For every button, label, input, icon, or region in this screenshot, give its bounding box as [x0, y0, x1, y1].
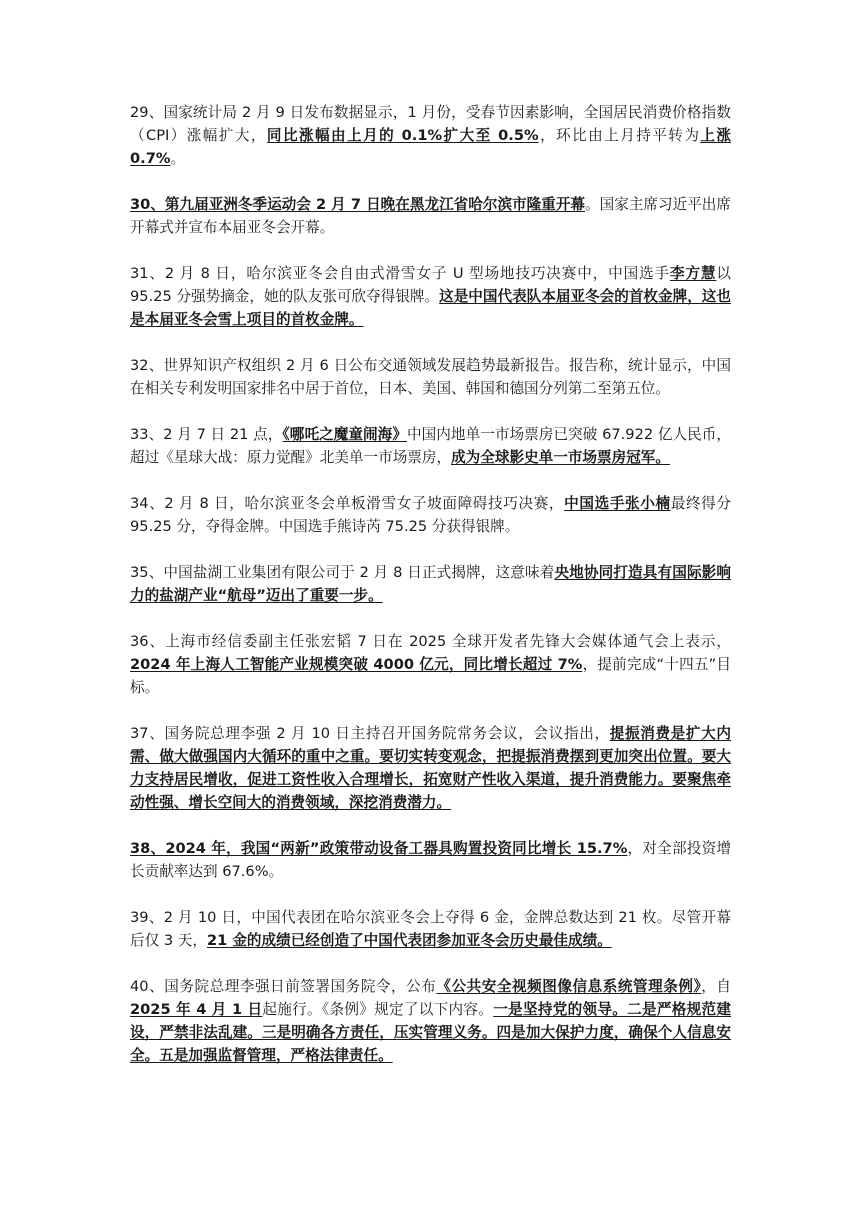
item-text: ，对全部投资增长贡献率达到 67.6%。: [130, 840, 731, 880]
highlighted-text: 30、第九届亚洲冬季运动会 2 月 7 日晚在黑龙江省哈尔滨市隆重开幕: [130, 196, 586, 213]
item-text: 最终得分 95.25 分，夺得金牌。中国选手熊诗芮 75.25 分获得银牌。: [130, 495, 731, 535]
news-item: [130, 561, 731, 607]
highlighted-text: 成为全球影史单一市场票房冠军。: [451, 449, 670, 466]
highlighted-text: 央地协同打造具有国际影响力的盐湖产业“航母”迈出了重要一步。: [130, 564, 731, 604]
item-text: 34、2 月 8 日，哈尔滨亚冬会单板滑雪女子坡面障碍技巧决赛，: [130, 495, 565, 512]
news-item: [130, 837, 731, 883]
item-text: 32、世界知识产权组织 2 月 6 日公布交通领域发展趋势最新报告。报告称，统计显示，中国在相关专利发明国家排名中居于首位，日本、美国、韩国和德国分列第二至第五位。: [130, 357, 731, 397]
news-item: [130, 975, 731, 1067]
item-text: 。国家主席习近平出席开幕式并宣布本届亚冬会开幕。: [130, 196, 731, 236]
highlighted-text: 《公共安全视频图像信息系统管理条例》: [436, 978, 702, 995]
news-item: [130, 193, 731, 239]
news-item: [130, 906, 731, 952]
highlighted-text: 38、2024 年，我国“两新”政策带动设备工器具购置投资同比增长 15.7%: [130, 840, 628, 857]
highlighted-text: 一是坚持党的领导。二是严格规范建设，严禁非法乱建。三是明确各方责任，压实管理义务。四是加大保护力度，确保个人信息安全。五是加强监督管理，严格法律责任。: [130, 1001, 731, 1064]
highlighted-text: 2025 年 4 月 1 日: [130, 1001, 263, 1018]
item-text: 起施行。《条例》规定了以下内容。: [262, 1001, 494, 1018]
item-text: ，环比由上月持平转为: [538, 127, 701, 144]
news-item: [130, 262, 731, 331]
highlighted-text: 21 金的成绩已经创造了中国代表团参加亚冬会历史最佳成绩。: [206, 932, 612, 949]
item-text: 29、国家统计局 2 月 9 日发布数据显示，1 月份，受春节因素影响，全国居民消费价格指数（CPI）涨幅扩大，: [130, 104, 731, 144]
highlighted-text: 李方慧: [670, 265, 717, 282]
news-item: [130, 354, 731, 400]
item-text: ，提前完成“十四五”目标。: [130, 656, 731, 696]
highlighted-text: 同比涨幅由上月的 0.1%扩大至 0.5%: [266, 127, 539, 144]
news-item: [130, 423, 731, 469]
item-text: 35、中国盐湖工业集团有限公司于 2 月 8 日正式揭牌，这意味着: [130, 564, 555, 581]
item-text: 。: [170, 150, 186, 167]
item-text: 36、上海市经信委副主任张宏韬 7 日在 2025 全球开发者先锋大会媒体通气会上表示，: [130, 633, 731, 650]
item-text: 40、国务院总理李强日前签署国务院令，公布: [130, 978, 437, 995]
item-text: ，自: [701, 978, 731, 995]
highlighted-text: 中国选手张小楠: [564, 495, 671, 512]
item-text: 以 95.25 分强势摘金，她的队友张可欣夺得银牌。: [130, 265, 731, 305]
item-text: 39、2 月 10 日，中国代表团在哈尔滨亚冬会上夺得 6 金，金牌总数达到 21 枚。尽管开幕后仅 3 天，: [130, 909, 731, 949]
highlighted-text: 提振消费是扩大内需、做大做强国内大循环的重中之重。要切实转变观念，把提振消费摆到更加突出位置。要大力支持居民增收，促进工资性收入合理增长，拓宽财产性收入渠道，提升消费能力。要聚焦牵动性强、增长空间大的消费领域，深挖消费潜力。: [130, 725, 731, 811]
news-item: [130, 722, 731, 814]
item-text: 37、国务院总理李强 2 月 10 日主持召开国务院常务会议，会议指出，: [130, 725, 610, 742]
highlighted-text: 这是中国代表队本届亚冬会的首枚金牌，这也是本届亚冬会雪上项目的首枚金牌。: [130, 288, 731, 328]
news-item: [130, 492, 731, 538]
item-text: 中国内地单一市场票房已突破 67.922 亿人民币，超过《星球大战：原力觉醒》北美单一市场票房，: [130, 426, 732, 466]
highlighted-text: 2024 年上海人工智能产业规模突破 4000 亿元，同比增长超过 7%: [130, 656, 583, 673]
item-text: 33、2 月 7 日 21 点，: [130, 426, 283, 443]
highlighted-text: 《哪吒之魔童闹海》: [282, 426, 407, 443]
news-item-list: [130, 101, 731, 1090]
news-item: [130, 630, 731, 699]
highlighted-text: 上涨 0.7%: [130, 127, 731, 167]
news-item: [130, 101, 731, 170]
item-text: 31、2 月 8 日，哈尔滨亚冬会自由式滑雪女子 U 型场地技巧决赛中，中国选手: [130, 265, 670, 282]
